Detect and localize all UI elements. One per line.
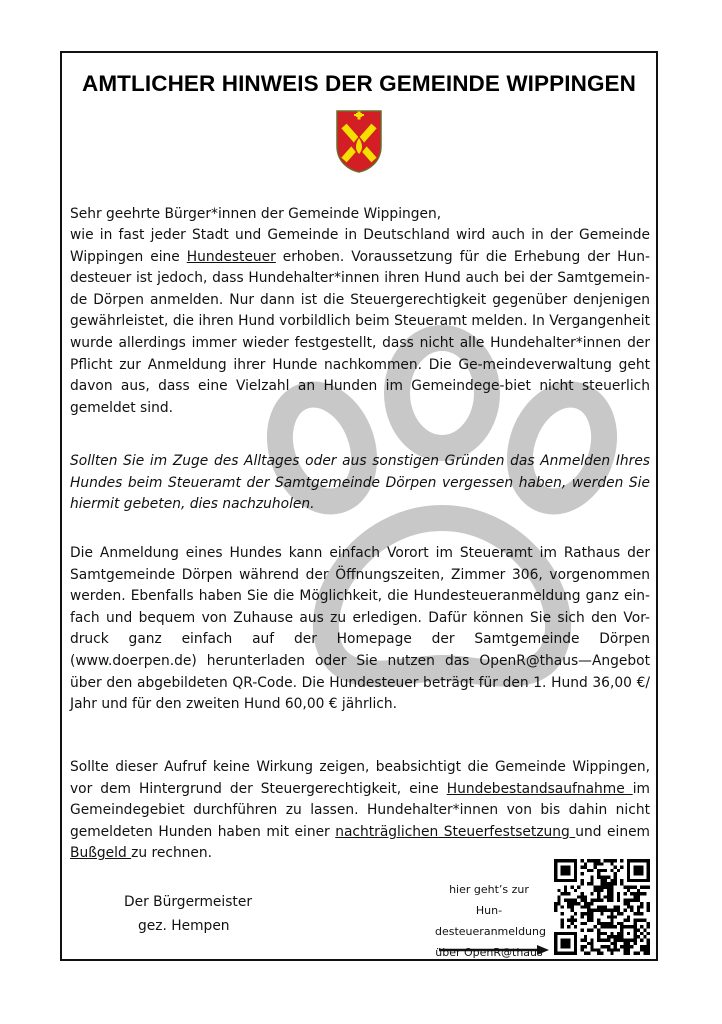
signature-title: Der Bürgermeister <box>124 894 253 910</box>
paragraph-warning: Sollte dieser Aufruf keine Wirkung zeigen, beabsichtigt die Gemeinde Wippingen, vor dem Hintergrund der Steuergerechtigkeit, eine Hundebestandsaufnahme im Gemeindegebiet durchführen zu lassen. Hundehalter*innen von bis dahin nicht gemeldeten Hunden haben mit einer nachträglichen Steuerfestsetzung und einem Bußgeld zu rechnen. <box>70 759 650 862</box>
paragraph-intro: wie in fast jeder Stadt und Gemeinde in Deutschland wird auch in der Gemeinde Wippingen eine Hundesteuer erhoben. Voraussetzung für die Erhebung der Hun-desteuer ist jedoch, dass Hundehalter*innen ihren Hund auch bei der Samtgemein-de Dörpen anmelden. Nur dann ist die Steuergerechtigkeit gegenüber denjenigen gewährleistet, die ihren Hund vorbildlich beim Steueramt melden. In Vergangenheit wurde allerdings immer wieder festgestellt, dass nicht alle Hundehalter*innen der Pflicht zur Anmeldung ihrer Hunde nachkommen. Die Ge-meindeverwaltung geht davon aus, dass eine Vielzahl an Hunden im Gemeindege-biet nicht steuerlich gemeldet sind. <box>70 227 650 416</box>
notice-frame <box>60 51 658 961</box>
coat-of-arms-icon <box>334 108 384 174</box>
link-bussgeld: Bußgeld <box>70 845 132 862</box>
qr-caption: hier geht’s zur Hun- desteueranmeldung über OpenR@thaus <box>435 883 546 959</box>
qr-code-icon[interactable] <box>554 859 650 955</box>
link-hundesteuer: Hundesteuer <box>186 248 276 265</box>
greeting: Sehr geehrte Bürger*innen der Gemeinde Wippingen, <box>70 205 442 222</box>
signature-block <box>124 890 252 938</box>
paragraph-reminder: Sollten Sie im Zuge des Alltages oder aus sonstigen Gründen das Anmelden Ihres Hundes beim Steueramt der Samtgemeinde Dörpen vergessen haben, werden Sie hiermit gebeten, dies nachzuholen. <box>70 453 650 513</box>
link-steuerfestsetzung: nachträglichen Steuerfestsetzung <box>335 823 576 840</box>
paragraph-registration: Die Anmeldung eines Hundes kann einfach Vorort im Steueramt im Rathaus der Samtgemeinde Dörpen während der Öffnungszeiten, Zimmer 306, vorgenommen werden. Ebenfalls haben Sie die Möglichkeit, die Hundesteueranmeldung ganz ein-fach und bequem von Zuhause aus zu erledigen. Dafür können Sie sich den Vor-druck ganz einfach auf der Homepage der Samtgemeinde Dörpen (www.doerpen.de) herunterladen oder Sie nutzen das OpenR@thaus—Angebot über den abgebildeten QR-Code. Die Hundesteuer beträgt für den 1. Hund 36,00 €/ Jahr und für den zweiten Hund 60,00 € jährlich. <box>70 545 650 713</box>
signature-name: gez. Hempen <box>138 918 230 934</box>
page-title: AMTLICHER HINWEIS DER GEMEINDE WIPPINGEN <box>81 71 637 96</box>
link-hundebestandsaufnahme: Hundebestandsaufnahme <box>446 780 633 797</box>
